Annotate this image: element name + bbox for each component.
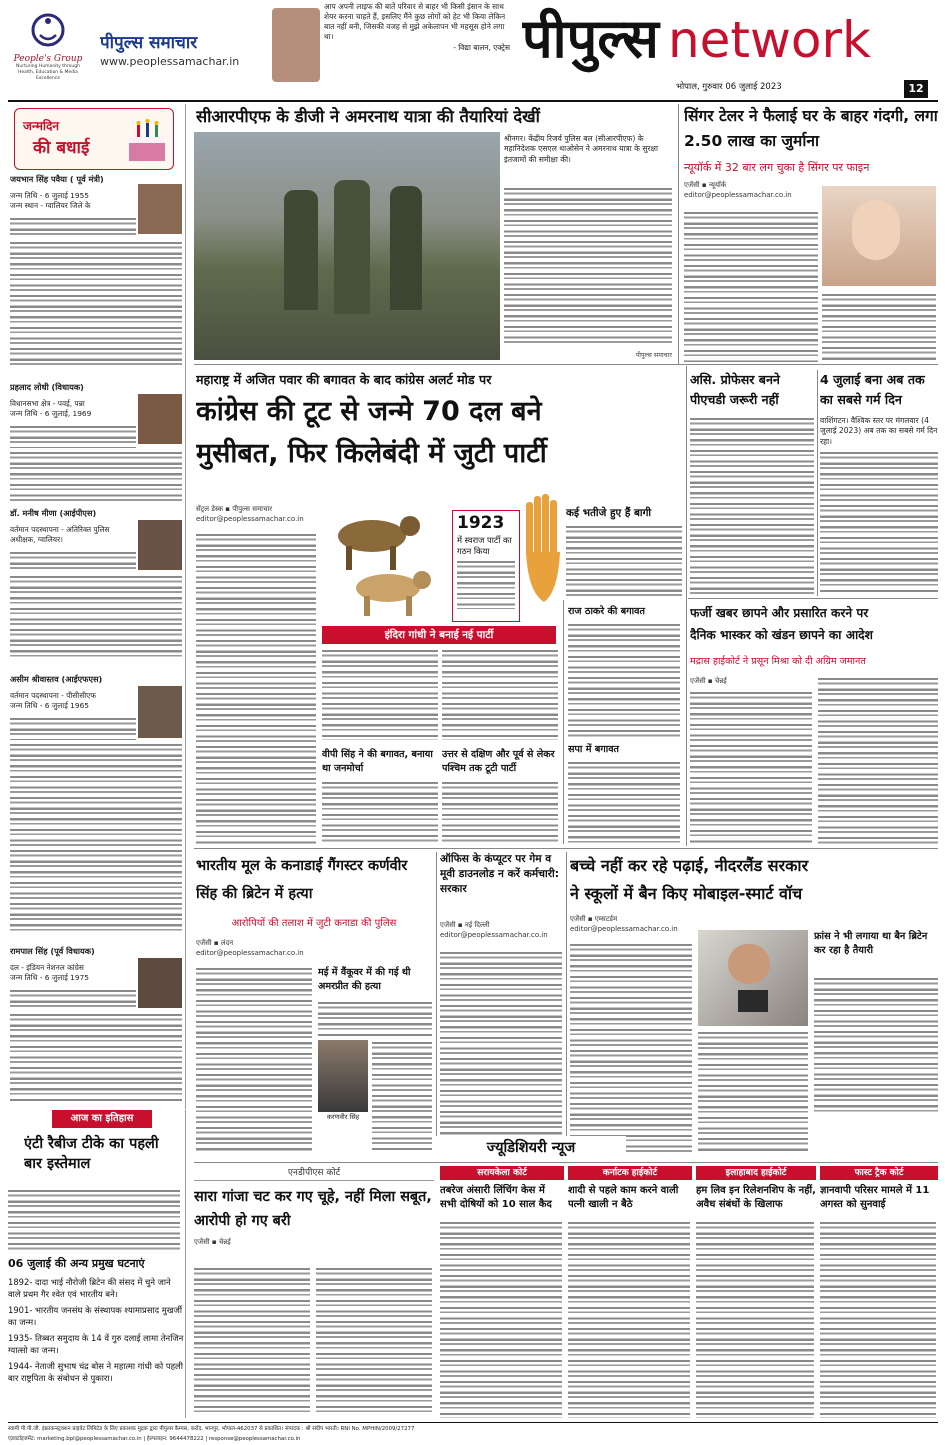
subhead-north: उत्तर से दक्षिण और पूर्व से लेकर पश्चिम तक टूटी पार्टी xyxy=(442,749,555,774)
person-detail: जन्म तिथि - 6 जुलाई 1965 xyxy=(10,701,89,710)
crpf-photo xyxy=(194,132,500,360)
website: www.peoplessamachar.in xyxy=(100,55,240,68)
bhaskar-subheadline: मद्रास हाईकोर्ट ने प्रसून मिश्रा को दी अग्रिम जमानत xyxy=(690,656,866,667)
byline-place: चेन्नई xyxy=(714,677,727,685)
page-number: 12 xyxy=(904,80,928,98)
congress-headline-2: मुसीबत, फिर किलेबंदी में जुटी पार्टी xyxy=(196,438,547,469)
bullock-pair-icon xyxy=(322,496,448,618)
column-rule xyxy=(678,104,679,364)
birthday-title-small: जन्मदिन xyxy=(23,119,60,133)
phone-figure xyxy=(738,990,768,1012)
bhaskar-headline-2: दैनिक भास्कर को खंडन छापने का आदेश xyxy=(690,628,873,642)
swift-body xyxy=(684,210,818,362)
byline-place: एम्सटर्डम xyxy=(594,915,618,923)
swift-headline: सिंगर टेलर ने फैलाई घर के बाहर गंदगी, लगा 2.50 लाख का जुर्माना xyxy=(684,107,938,150)
person-detail: विधानसभा क्षेत्र - पवई, पन्ना xyxy=(10,399,85,408)
court-headline: ज्ञानवापी परिसर मामले में 11 अगस्त को सुनवाई xyxy=(820,1185,930,1210)
court-4 xyxy=(696,1166,816,1420)
person-photo xyxy=(138,686,182,738)
birthday-title-big: की बधाई xyxy=(33,138,90,158)
paper-name: पीपुल्स समाचार xyxy=(100,33,198,53)
netherlands-byline: एजेंसी ▪ एम्सटर्डम editor@peoplessamachar.co.in xyxy=(570,915,678,933)
paper-logo xyxy=(100,30,280,80)
history-body xyxy=(8,1188,180,1252)
section-rule xyxy=(194,364,938,365)
person-detail: जन्म तिथि - 6 जुलाई 1955 xyxy=(10,191,89,200)
hottest-body xyxy=(820,450,938,594)
gangster-side-body xyxy=(318,1000,432,1036)
congress-body-col2 xyxy=(322,648,438,740)
raj-body xyxy=(568,622,680,738)
professor-body xyxy=(690,416,814,594)
congress-kicker: महाराष्ट्र में अजित पवार की बगावत के बाद कांग्रेस अलर्ट मोड पर xyxy=(196,372,492,387)
congress-byline: सेंट्रल डेस्क ▪ पीपुल्स समाचार editor@peoplessamachar.co.in xyxy=(196,505,304,523)
byline-agency: एजेंसी xyxy=(570,915,586,923)
highlight-box xyxy=(452,510,520,622)
court-2 xyxy=(440,1166,564,1420)
highlight-text: में स्वराज पार्टी का गठन किया xyxy=(457,535,512,556)
byline-email: editor@peoplessamachar.co.in xyxy=(196,949,304,957)
court-label: सरायकेला कोर्ट xyxy=(440,1166,564,1180)
byline-email: editor@peoplessamachar.co.in xyxy=(440,931,548,939)
person-detail: जन्म तिथि - 6 जुलाई 1975 xyxy=(10,973,89,982)
byline-place: पीपुल्स समाचार xyxy=(232,505,273,513)
office-byline: एजेंसी ▪ नई दिल्ली editor@peoplessamachar.co.in xyxy=(440,921,548,939)
byline-desk: सेंट्रल डेस्क xyxy=(196,505,224,513)
court-label: कर्नाटक हाईकोर्ट xyxy=(568,1166,692,1180)
person-detail: जन्म स्थान - ग्वालियर जिले के xyxy=(10,201,91,210)
section-rule xyxy=(194,1162,938,1163)
person-bio xyxy=(10,574,182,658)
subhead-vp: वीपी सिंह ने की बगावत, बनाया था जनमोर्चा xyxy=(322,749,433,774)
court-1 xyxy=(194,1166,434,1420)
court-body xyxy=(820,1220,936,1418)
swift-byline: एजेंसी ▪ न्यूयॉर्क editor@peoplessamachar.co.in xyxy=(684,181,792,199)
column-rule xyxy=(686,366,687,846)
child-figure xyxy=(728,944,770,984)
congress-hand-illustration xyxy=(524,492,564,612)
person-name: प्रहलाद लोधी (विधायक) xyxy=(10,382,84,392)
court-5 xyxy=(820,1166,938,1420)
bhaskar-body-2 xyxy=(818,676,938,844)
person-name: जयभान सिंह पवैया ( पूर्व मंत्री) xyxy=(10,174,104,184)
gangster-side-body-2 xyxy=(372,1040,432,1152)
person-detail: वर्तमान पदस्थापना - पीसीसीएफ xyxy=(10,691,96,700)
court-body-2 xyxy=(316,1266,432,1416)
person-photo xyxy=(138,184,182,234)
office-body xyxy=(440,950,562,1152)
swift-photo xyxy=(822,186,936,286)
officer-figure xyxy=(334,180,370,314)
netherlands-body-2 xyxy=(698,1030,808,1152)
masthead xyxy=(0,0,945,100)
indira-bar: इंदिरा गांधी ने बनाई नई पार्टी xyxy=(322,626,556,644)
crpf-headline: सीआरपीएफ के डीजी ने अमरनाथ यात्रा की तैयारियां देखीं xyxy=(196,107,540,126)
dateline: भोपाल, गुरुवार 06 जुलाई 2023 xyxy=(676,82,782,92)
byline-place: चेन्नई xyxy=(218,1238,231,1246)
crpf-caption: श्रीनगर। केंद्रीय रिजर्व पुलिस बल (सीआरपीएफ) के महानिदेशक एसएल थाओसेन ने अमरनाथ यात्रा के सुरक्षा इंतजामों की समीक्षा की। xyxy=(504,134,658,164)
officer-figure xyxy=(284,190,318,310)
events-title: 06 जुलाई की अन्य प्रमुख घटनाएं xyxy=(8,1257,145,1270)
group-emblem-icon xyxy=(28,10,68,50)
history-tag: आज का इतिहास xyxy=(52,1110,152,1128)
person-detail: जन्म तिथि - 6 जुलाई, 1969 xyxy=(10,409,92,418)
birthday-entry-5 xyxy=(10,946,182,1106)
congress-side-head: कई भतीजे हुए हैं बागी xyxy=(566,507,652,519)
section-rule xyxy=(194,848,938,849)
group-name: People's Group xyxy=(13,54,83,64)
column-rule xyxy=(566,852,567,1154)
person-name: रामपाल सिंह (पूर्व विधायक) xyxy=(10,946,95,956)
officer-figure xyxy=(390,186,422,310)
byline-email: editor@peoplessamachar.co.in xyxy=(684,191,792,199)
person-detail: अधीक्षक, ग्वालियर। xyxy=(10,535,63,544)
history-headline: एंटी रैबीज टीके का पहली बार इस्तेमाल xyxy=(24,1136,159,1172)
court-label: फास्ट ट्रैक कोर्ट xyxy=(820,1166,938,1180)
netherlands-headline-2: ने स्कूलों में बैन किए मोबाइल-स्मार्ट वॉच xyxy=(570,884,803,903)
gangster-photo xyxy=(318,1040,368,1112)
netherlands-body-1 xyxy=(570,942,692,1152)
person-photo xyxy=(138,958,182,1008)
court-body xyxy=(696,1220,814,1418)
byline-agency: एजेंसी xyxy=(684,181,700,189)
person-photo xyxy=(138,394,182,444)
column-rule xyxy=(563,600,564,844)
congress-headline-1: कांग्रेस की टूट से जन्मे 70 दल बने xyxy=(196,396,542,427)
bullock-illustration xyxy=(322,496,448,618)
subhead-raj: राज ठाकरे की बगावत xyxy=(568,606,645,617)
hottest-headline: 4 जुलाई बना अब तक का सबसे गर्म दिन xyxy=(820,372,925,407)
person-bio xyxy=(10,424,136,448)
column-rule xyxy=(436,852,437,1154)
gangster-photo-caption: करणवीर सिंह xyxy=(326,1113,360,1121)
events-list xyxy=(8,1276,184,1416)
byline-email: editor@peoplessamachar.co.in xyxy=(196,515,304,523)
byline-agency: एजेंसी xyxy=(690,677,706,685)
highlight-body xyxy=(457,559,515,609)
person-bio xyxy=(10,988,136,1010)
gangster-subheadline: आरोपियों की तलाश में जुटी कनाडा की पुलिस xyxy=(231,918,397,929)
person-name: असीम श्रीवास्तव (आईएफएस) xyxy=(10,674,103,684)
sapa-body xyxy=(568,760,680,844)
byline-place: नई दिल्ली xyxy=(464,921,490,929)
birthday-sidebar xyxy=(8,104,186,1109)
congress-body-col2b xyxy=(442,648,558,740)
court-byline: एजेंसी ▪ चेन्नई xyxy=(194,1238,231,1246)
subhead-sapa: सपा में बगावत xyxy=(568,744,620,755)
brand-title xyxy=(522,4,942,78)
birthday-header xyxy=(14,108,174,170)
congress-body-col3 xyxy=(566,524,682,596)
byline-place: न्यूयॉर्क xyxy=(708,181,727,189)
person-detail: वर्तमान पदस्थापना - अतिरिक्त पुलिस xyxy=(10,525,110,534)
quote-text: आप अपनी लाइफ की बातें परिवार से बाहर भी किसी इंसान के साथ शेयर करना चाहते हैं, इसलिए मैंने कुछ लोगों को हेट भी किया लेकिन बात नहीं बनी, जिसकी वजह से मुझे अकेलापन भी महसूस होने लगा था। xyxy=(324,2,506,41)
judiciary-banner-text: ज्यूडिशियरी न्यूज xyxy=(486,1140,576,1156)
netherlands-side-head: फ्रांस ने भी लगाया था बैन ब्रिटेन कर रहा है तैयारी xyxy=(814,931,928,956)
person-bio xyxy=(10,716,136,740)
quote-portrait xyxy=(272,8,320,82)
netherlands-headline-1: बच्चे नहीं कर रहे पढ़ाई, नीदरलैंड सरकार xyxy=(570,856,809,875)
swift-body-right xyxy=(822,292,936,362)
swift-subheadline: न्यूयॉर्क में 32 बार लग चुका है सिंगर पर फाइन xyxy=(684,161,870,174)
birthday-entry-4 xyxy=(10,674,182,942)
quote-author: - विद्या बालन, एक्ट्रेस xyxy=(453,43,510,52)
court-label: इलाहाबाद हाईकोर्ट xyxy=(696,1166,816,1180)
person-bio xyxy=(10,240,182,366)
bhaskar-headline-1: फर्जी खबर छापने और प्रसारित करने पर xyxy=(690,606,869,620)
brand-hindi: पीपुल्स xyxy=(522,7,659,70)
bhaskar-body-1 xyxy=(690,690,812,844)
gangster-side-head: मई में वैंकूवर में की गई थी अमरप्रीत की हत्या xyxy=(318,967,411,992)
crpf-photo-credit: पीपुल्स समाचार xyxy=(635,351,672,359)
professor-headline: असि. प्रोफेसर बनने पीएचडी जरूरी नहीं xyxy=(690,372,780,407)
court-headline: तबरेज अंसारी लिंचिंग केस में सभी दोषियों को 10 साल कैद xyxy=(440,1185,552,1210)
person-bio xyxy=(10,1012,182,1102)
event-item: 1935- तिब्बत समुदाय के 14 वें गुरु दलाई लामा तेनजिन ग्यात्सो का जन्म। xyxy=(8,1333,184,1355)
court-body xyxy=(440,1220,562,1418)
gangster-byline: एजेंसी ▪ लंदन editor@peoplessamachar.co.in xyxy=(196,939,304,957)
court-headline: सारा गांजा चट कर गए चूहे, नहीं मिला सबूत, आरोपी हो गए बरी xyxy=(194,1189,432,1229)
person-bio xyxy=(10,216,136,238)
quote-block xyxy=(324,2,510,90)
footer-contact: एडवर्टाइजमेंट: marketing.bpl@peoplessamachar.co.in | हेल्पलाइन: 9644478222 | response@peoplessamachar.co.in xyxy=(8,1436,301,1442)
hottest-lead: वाशिंगटन। वैश्विक स्तर पर मंगलवार (4 जुलाई 2023) अब तक का सबसे गर्म दिन रहा। xyxy=(820,416,938,446)
gangster-body xyxy=(196,966,312,1152)
byline-agency: एजेंसी xyxy=(440,921,456,929)
section-rule xyxy=(688,598,938,599)
birthday-entry-1 xyxy=(10,174,182,370)
court-body xyxy=(568,1220,690,1418)
court-headline: शादी से पहले काम करने वाली पत्नी खाली न बैठे xyxy=(568,1185,679,1210)
person-photo xyxy=(138,520,182,570)
group-tagline: Nurturing Humanity through Health, Education & Media Excellence xyxy=(16,64,80,81)
footer-imprint: स्वामी पी.पी.जी. इंफ्राकन्स्ट्रक्शन प्राइवेट लिमिटेड के लिए प्रकाशक मुद्रक द्वारा पीपुल्स कैम्पस, करोंद, भानपुर, भोपाल-462037 से प्रकाशित। संपादक : श्री संदीप भारती। RNI No. MPHIN/2009/27277 xyxy=(8,1426,415,1432)
brand-english: network xyxy=(667,11,871,69)
office-headline: ऑफिस के कंप्यूटर पर गेम व मूवी डाउनलोड न करें कर्मचारी: सरकार xyxy=(440,853,560,895)
swift-face xyxy=(852,200,900,260)
masthead-rule xyxy=(8,100,938,102)
netherlands-side-body xyxy=(814,976,938,1116)
congress-body-col1 xyxy=(196,532,316,844)
peoples-group-logo xyxy=(8,6,88,96)
bhaskar-byline: एजेंसी ▪ चेन्नई xyxy=(690,677,727,685)
event-item: 1901- भारतीय जनसंघ के संस्थापक श्यामाप्रसाद मुखर्जी का जन्म। xyxy=(8,1305,183,1327)
north-body xyxy=(442,780,558,844)
person-bio xyxy=(10,742,182,934)
byline-agency: एजेंसी xyxy=(194,1238,210,1246)
person-name: डॉ. मनीष मीणा (आईपीएस) xyxy=(10,508,97,518)
person-bio xyxy=(10,450,182,504)
birthday-cake-icon xyxy=(125,115,169,165)
footer-rule xyxy=(8,1422,938,1423)
byline-agency: एजेंसी xyxy=(196,939,212,947)
highlight-year: 1923 xyxy=(457,513,505,533)
person-bio xyxy=(10,550,136,572)
event-item: 1944- नेताजी सुभाष चंद्र बोस ने महात्मा गांधी को पहली बार राष्ट्रपिता के संबोधन से पुकारा। xyxy=(8,1361,183,1383)
crpf-body xyxy=(504,186,672,344)
netherlands-photo xyxy=(698,930,808,1026)
history-section xyxy=(8,1110,186,1418)
judiciary-banner xyxy=(436,1136,626,1160)
column-rule xyxy=(817,370,818,596)
vp-body xyxy=(322,780,438,844)
person-detail: दल - इंडियन नेशनल कांग्रेस xyxy=(10,963,84,972)
gangster-headline: भारतीय मूल के कनाडाई गैंगस्टर कर्णवीर सिंह की ब्रिटेन में हत्या xyxy=(196,858,408,902)
court-label: एनडीपीएस कोर्ट xyxy=(194,1166,434,1181)
congress-hand-icon xyxy=(524,492,564,612)
birthday-entry-3 xyxy=(10,508,182,668)
court-body xyxy=(194,1266,310,1416)
court-3 xyxy=(568,1166,692,1420)
byline-email: editor@peoplessamachar.co.in xyxy=(570,925,678,933)
byline-place: लंदन xyxy=(220,939,234,947)
event-item: 1892- दादा भाई नौरोजी ब्रिटेन की संसद में चुने जाने वाले प्रथम गैर श्वेत एवं भारतीय बने। xyxy=(8,1277,171,1299)
court-headline: हम लिव इन रिलेशनशिप के नहीं, अवैध संबंधों के खिलाफ xyxy=(696,1185,816,1210)
